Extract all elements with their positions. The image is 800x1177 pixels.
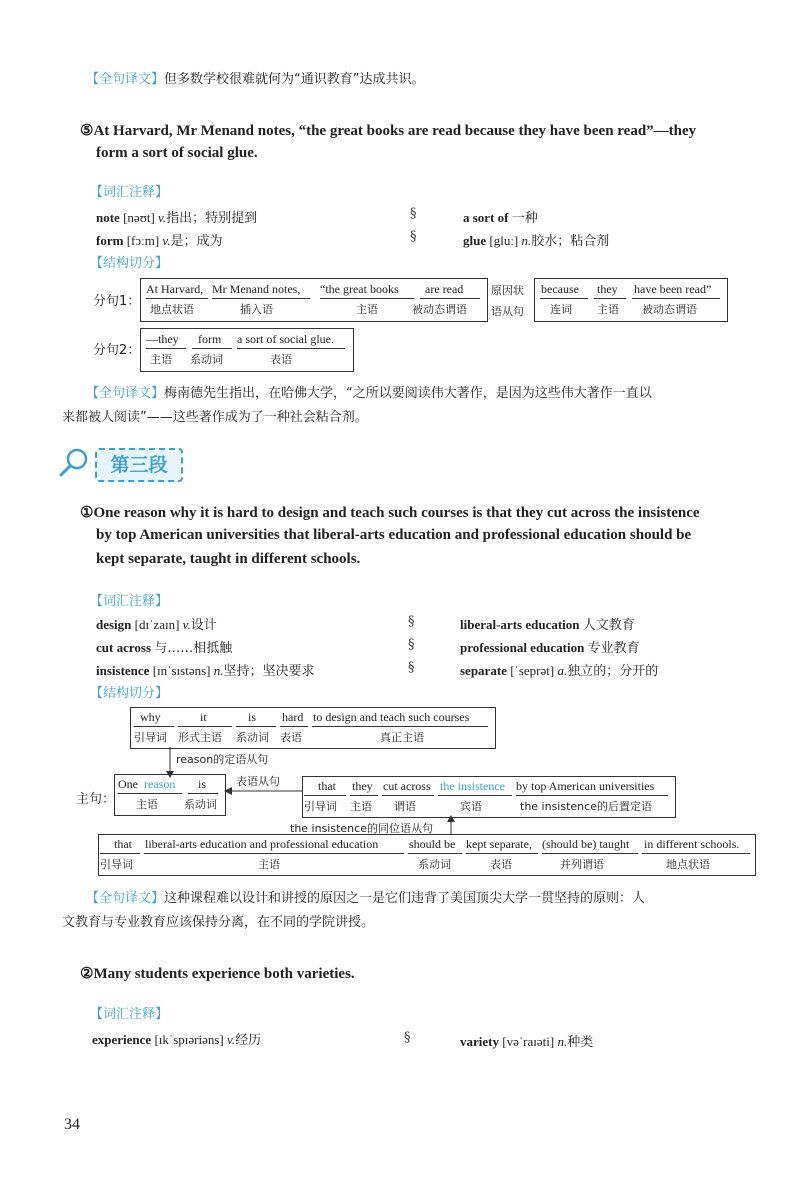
role: 表语 (270, 353, 292, 366)
structure-tag: 【结构切分】 (90, 256, 169, 271)
role: 主语 (350, 800, 372, 813)
role: 真正主语 (380, 731, 424, 744)
role: 主语 (258, 858, 280, 871)
translation-text: 但多数学校很难就何为“通识教育”达成共识。 (164, 72, 425, 87)
role: 并列谓语 (560, 858, 604, 871)
divider-mark: § (410, 229, 417, 244)
role: 主语 (597, 303, 619, 316)
translation-text-cont: 文教育与专业教育应该保持分离，在不同的学院讲授。 (62, 915, 375, 930)
vocab-tag: 【词汇注释】 (90, 1007, 169, 1022)
role: 引导词 (100, 858, 133, 871)
word: —they (146, 332, 179, 346)
section-title: 第三段 (95, 448, 183, 482)
word: liberal-arts education and professional education (145, 837, 379, 851)
role: 引导词 (304, 800, 337, 813)
sentence-1-line1: ①One reason why it is hard to design and teach such courses is that they cut across the insistence (80, 505, 700, 521)
role: 引导词 (134, 731, 167, 744)
vocab-liberal-arts: liberal-arts education 人文教育 (460, 617, 635, 633)
page-number: 34 (64, 1116, 80, 1133)
sentence-5-line1: ⑤At Harvard, Mr Menand notes, “the great books are read because they have been read”—they (80, 123, 697, 139)
sentence-1-line3: kept separate, taught in different schools. (96, 551, 361, 567)
vocab-a-sort-of: a sort of 一种 (463, 210, 538, 226)
vocab-cut-across: cut across 与……相抵触 (96, 640, 233, 656)
role: the insistence的后置定语 (520, 800, 652, 813)
word: (should be) taught (542, 837, 630, 851)
vocab-variety: variety [vəˈraɪəti] n.种类 (460, 1034, 594, 1050)
word: are read (425, 282, 464, 296)
vocab-glue: glue [gluː] n.胶水；粘合剂 (463, 233, 610, 249)
sentence-5-line2: form a sort of social glue. (96, 145, 258, 161)
relative-clause-note: reason的定语从句 (176, 753, 269, 766)
clause-type: 语从句 (491, 305, 524, 318)
clause-type: 原因状 (491, 284, 524, 297)
word-highlight: the insistence (440, 779, 505, 793)
role: 谓语 (394, 800, 416, 813)
clause2-label: 分句2： (93, 343, 141, 358)
vocab-professional: professional education 专业教育 (460, 640, 640, 656)
word: is (198, 777, 207, 791)
translation-line (86, 887, 645, 911)
main-clause-label: 主句： (76, 792, 116, 807)
divider-mark: § (408, 637, 415, 652)
vocab-tag: 【词汇注释】 (90, 594, 169, 609)
role: 表语 (280, 731, 302, 744)
arrow-up-icon (444, 815, 458, 835)
word: they (597, 282, 618, 296)
sentence-2: ②Many students experience both varieties. (80, 966, 355, 982)
word-highlight: reason (144, 777, 176, 791)
role: 表语 (490, 858, 512, 871)
divider-mark: § (404, 1030, 411, 1045)
translation-tag: 【全句译文】 (86, 72, 165, 87)
role: 主语 (150, 353, 172, 366)
word: kept separate, (466, 837, 532, 851)
word: that (318, 779, 336, 793)
word: why (140, 710, 161, 724)
word: in different schools. (644, 837, 740, 851)
word: that (114, 837, 132, 851)
translation-tag: 【全句译文】 (86, 891, 165, 906)
word: Mr Menand notes, (212, 282, 301, 296)
magnifier-icon (58, 447, 92, 481)
vocab-note: note [nəʊt] v.指出；特别提到 (96, 210, 258, 226)
word: should be (409, 837, 456, 851)
word: by top American universities (516, 779, 655, 793)
vocab-design: design [dɪˈzaɪn] v.设计 (96, 617, 217, 633)
translation-line (86, 382, 652, 406)
translation-text: 这种课程难以设计和讲授的原因之一是它们违背了美国顶尖大学一贯坚持的原则：人 (164, 891, 646, 906)
role: 形式主语 (178, 731, 222, 744)
role: 连词 (550, 303, 572, 316)
divider-mark: § (408, 660, 415, 675)
vocab-insistence: insistence [ɪnˈsɪstəns] n.坚持；坚决要求 (96, 663, 315, 679)
vocab-separate: separate [ˈseprət] a.独立的；分开的 (460, 663, 659, 679)
role: 插入语 (240, 303, 273, 316)
translation-text-cont: 来都被人阅读”——这些著作成为了一种社会粘合剂。 (62, 410, 368, 425)
sentence-1-line2: by top American universities that liberal-arts education and professional education should be (96, 527, 692, 543)
word: to design and teach such courses (313, 710, 470, 724)
role: 被动态谓语 (642, 303, 697, 316)
word: cut across (383, 779, 431, 793)
vocab-experience: experience [ɪkˈspɪəriəns] v.经历 (92, 1032, 262, 1048)
role: 系动词 (190, 353, 223, 366)
structure-tag: 【结构切分】 (90, 686, 169, 701)
role: 地点状语 (666, 858, 710, 871)
role: 系动词 (184, 798, 217, 811)
word: At Harvard, (146, 282, 204, 296)
vocab-form: form [fɔːm] v.是；成为 (96, 233, 223, 249)
word: is (248, 710, 257, 724)
word: have been read” (634, 282, 712, 296)
clause1-label: 分句1： (93, 294, 141, 309)
role: 主语 (136, 798, 158, 811)
divider-mark: § (408, 614, 415, 629)
vocab-tag: 【词汇注释】 (90, 185, 169, 200)
word: hard (282, 710, 304, 724)
role: 宾语 (460, 800, 482, 813)
word: it (200, 710, 207, 724)
word: they (352, 779, 373, 793)
role: 系动词 (236, 731, 269, 744)
translation-text: 梅南德先生指出，在哈佛大学，“之所以要阅读伟大著作，是因为这些伟大著作一直以 (164, 386, 652, 401)
role: 主语 (356, 303, 378, 316)
divider-mark: § (410, 206, 417, 221)
word: form (198, 332, 222, 346)
translation-line (86, 68, 425, 92)
role: 地点状语 (150, 303, 194, 316)
role: 被动态谓语 (412, 303, 467, 316)
role: 系动词 (418, 858, 451, 871)
word: because (541, 282, 579, 296)
predicative-clause-note: 表语从句 (236, 775, 280, 788)
appositive-clause-note: the insistence的同位语从句 (290, 822, 433, 835)
word: One (118, 777, 138, 791)
translation-tag: 【全句译文】 (86, 386, 165, 401)
word: a sort of social glue. (237, 332, 334, 346)
word: “the great books (320, 282, 399, 296)
